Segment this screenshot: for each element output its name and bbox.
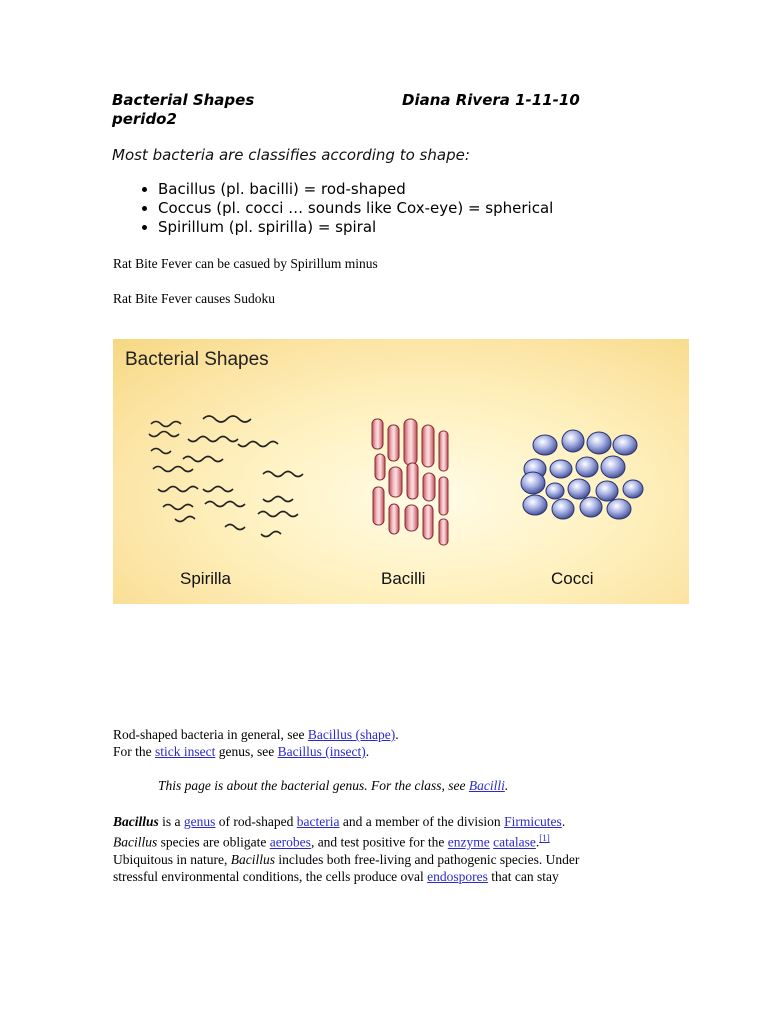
bacteria-illustration [113,339,689,604]
note-line: Rat Bite Fever can be casued by Spirillum minus [113,256,378,271]
disambig-line-2: For the stick insect genus, see Bacillus (insect). [113,744,370,759]
link-bacillus-insect[interactable]: Bacillus (insect) [277,744,366,759]
link-genus[interactable]: genus [183,814,216,829]
list-item: • Spirillum (pl. spirilla) = spiral [158,218,718,237]
list-item: • Coccus (pl. cocci … sounds like Cox-eye) = spherical [158,199,718,218]
cocci-label: Cocci [551,569,594,588]
link-bacteria[interactable]: bacteria [296,814,340,829]
reference-link[interactable]: [1] [539,833,550,843]
link-endospores[interactable]: endospores [427,868,488,884]
disambig-line-1: Rod-shaped bacteria in general, see Bacillus (shape). [113,727,399,742]
bacilli-label: Bacilli [381,569,426,588]
shapes-list [112,180,718,237]
link-enzyme[interactable]: enzyme [447,834,490,850]
bold-term: Bacillus [113,814,159,829]
link-aerobes[interactable]: aerobes [269,834,311,850]
disambig-line-3: This page is about the bacterial genus. For the class, see Bacilli. [158,778,509,793]
link-catalase[interactable]: catalase [493,834,536,850]
link-stick-insect[interactable]: stick insect [155,744,216,759]
bacterial-shapes-figure [113,339,689,604]
intro-text: Most bacteria are classifies according to shape: [112,146,470,164]
figure-title: Bacterial Shapes [125,349,269,370]
author-date: Diana Rivera 1-11-10 [402,91,580,109]
cocci-group [521,430,643,519]
link-firmicutes[interactable]: Firmicutes [504,814,562,829]
link-bacilli[interactable]: Bacilli [468,778,505,793]
spirilla-label: Spirilla [180,569,232,588]
article-paragraph: Bacillus is a genus of rod-shaped bacteria and a member of the division Firmicutes. Bacillus species are obligate aerobes, and test positive for the enzyme catalase.[1] Ubiquitous in nature, Bacillus includes both free-living and pathogenic species. Under stressful environmental conditions, the cells produce oval endospores that can stay [113,814,580,884]
document-title: Bacterial Shapes [112,91,255,109]
link-bacillus-shape[interactable]: Bacillus (shape) [307,727,396,742]
spirilla-group [149,416,303,537]
period-label: perido2 [112,110,177,128]
note-line: Rat Bite Fever causes Sudoku [113,291,275,306]
list-item: • Bacillus (pl. bacilli) = rod-shaped [158,180,718,199]
bacilli-group [372,419,448,545]
